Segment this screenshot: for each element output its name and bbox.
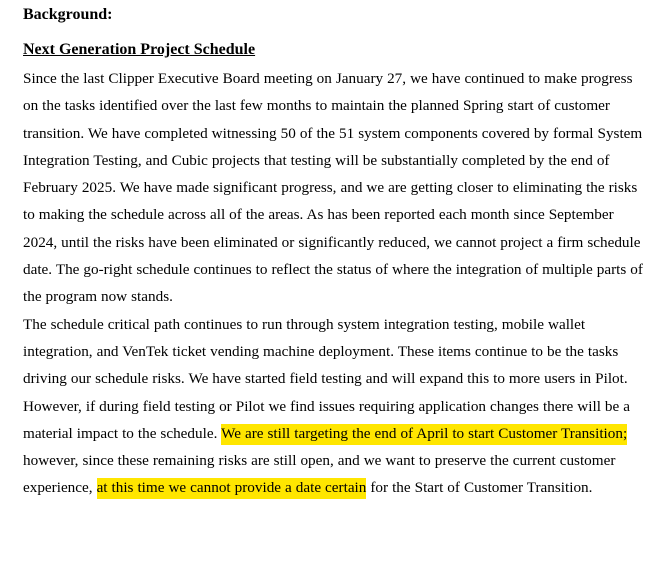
highlighted-text-target-date: We are still targeting the end of April to start Customer Transition; <box>221 424 627 445</box>
paragraph-2-text-1: The schedule critical path continues to run through system integration testing, mobile wallet integration, and VenTek ticket vending machine deployment. These items continue to be the tasks driving our schedule risks. We have started field testing and will expand this to more users in Pilot. However, if during field testing or Pilot we find issues requiring application changes there will be a material impact to the schedule. <box>23 315 630 442</box>
paragraph-1: Since the last Clipper Executive Board meeting on January 27, we have continued to make progress on the tasks identified over the last few months to maintain the planned Spring start of customer transition. We have completed witnessing 50 of the 51 system components covered by formal System Integration Testing, and Cubic projects that testing will be substantially completed by the end of February 2025. We have made significant progress, and we are getting closer to eliminating the risks to making the schedule across all of the areas. As has been reported each month since September 2024, until the risks have been eliminated or significantly reduced, we cannot project a firm schedule date. The go-right schedule continues to reflect the status of where the integration of multiple parts of the program now stands. <box>23 70 643 306</box>
paragraph-2-text-2: however, since these remaining risks are still open, and we want to preserve the current customer experience, <box>23 452 616 497</box>
section-subheading: Next Generation Project Schedule <box>23 41 256 58</box>
paragraph-2-text-3: for the Start of Customer Transition. <box>366 479 593 497</box>
highlighted-text-no-date: at this time we cannot provide a date certain <box>97 478 367 499</box>
section-heading: Background: <box>23 6 113 23</box>
paragraph-2 <box>23 311 650 502</box>
